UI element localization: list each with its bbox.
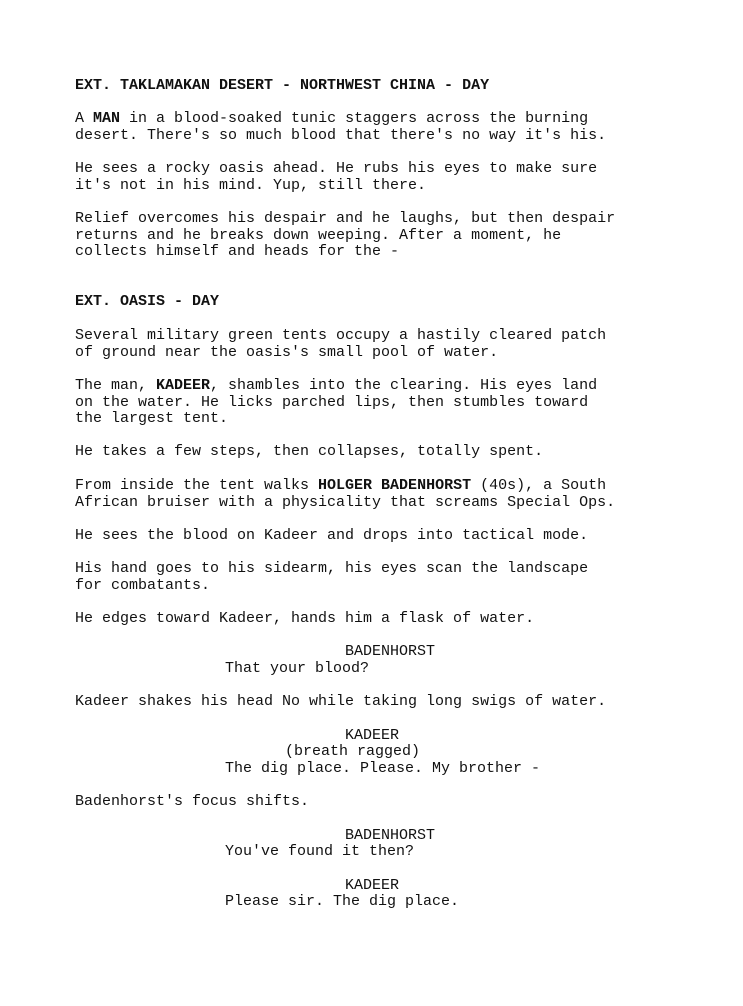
action-paragraph xyxy=(75,378,597,428)
action-text: (40s), a South African bruiser with a physicality that screams Special Ops. xyxy=(75,477,616,511)
action-text: A xyxy=(75,110,94,127)
action-paragraph: He sees the blood on Kadeer and drops into tactical mode. xyxy=(75,527,589,544)
action-paragraph: Kadeer shakes his head No while taking long swigs of water. xyxy=(75,693,607,710)
character-intro: HOLGER BADENHORST xyxy=(318,477,472,494)
action-paragraph xyxy=(75,478,615,511)
action-paragraph xyxy=(75,111,606,144)
dialogue-line: The dig place. Please. My brother - xyxy=(225,760,541,777)
dialogue-line: Please sir. The dig place. xyxy=(225,893,460,910)
action-text: From inside the tent walks xyxy=(75,477,319,494)
dialogue-line: You've found it then? xyxy=(225,843,415,860)
action-text: The man, xyxy=(75,377,157,394)
action-paragraph: He sees a rocky oasis ahead. He rubs his eyes to make sure it's not in his mind. Yup, still there. xyxy=(75,160,598,194)
action-paragraph: Badenhorst's focus shifts. xyxy=(75,793,310,810)
character-cue: KADEER xyxy=(345,727,400,744)
character-cue: KADEER xyxy=(345,877,400,894)
action-paragraph: Several military green tents occupy a hastily cleared patch of ground near the oasis's small pool of water. xyxy=(75,327,607,361)
action-paragraph: He edges toward Kadeer, hands him a flask of water. xyxy=(75,610,535,627)
scene-heading: EXT. OASIS - DAY xyxy=(75,293,220,310)
character-intro: KADEER xyxy=(156,377,211,394)
character-cue: BADENHORST xyxy=(345,827,436,844)
action-text: , shambles into the clearing. His eyes land on the water. He licks parched lips, then stumbles toward the largest tent. xyxy=(75,377,598,428)
scene-heading: EXT. TAKLAMAKAN DESERT - NORTHWEST CHINA - DAY xyxy=(75,77,490,94)
action-paragraph: He takes a few steps, then collapses, totally spent. xyxy=(75,443,544,460)
action-text: in a blood-soaked tunic staggers across the burning desert. There's so much blood that there's no way it's his. xyxy=(75,110,607,144)
action-paragraph: His hand goes to his sidearm, his eyes scan the landscape for combatants. xyxy=(75,560,589,594)
dialogue-line: That your blood? xyxy=(225,660,370,677)
action-paragraph: Relief overcomes his despair and he laughs, but then despair returns and he breaks down weeping. After a moment, he collects himself and heads for the - xyxy=(75,210,616,261)
character-intro: MAN xyxy=(93,110,121,127)
character-cue: BADENHORST xyxy=(345,643,436,660)
parenthetical: (breath ragged) xyxy=(285,743,421,760)
